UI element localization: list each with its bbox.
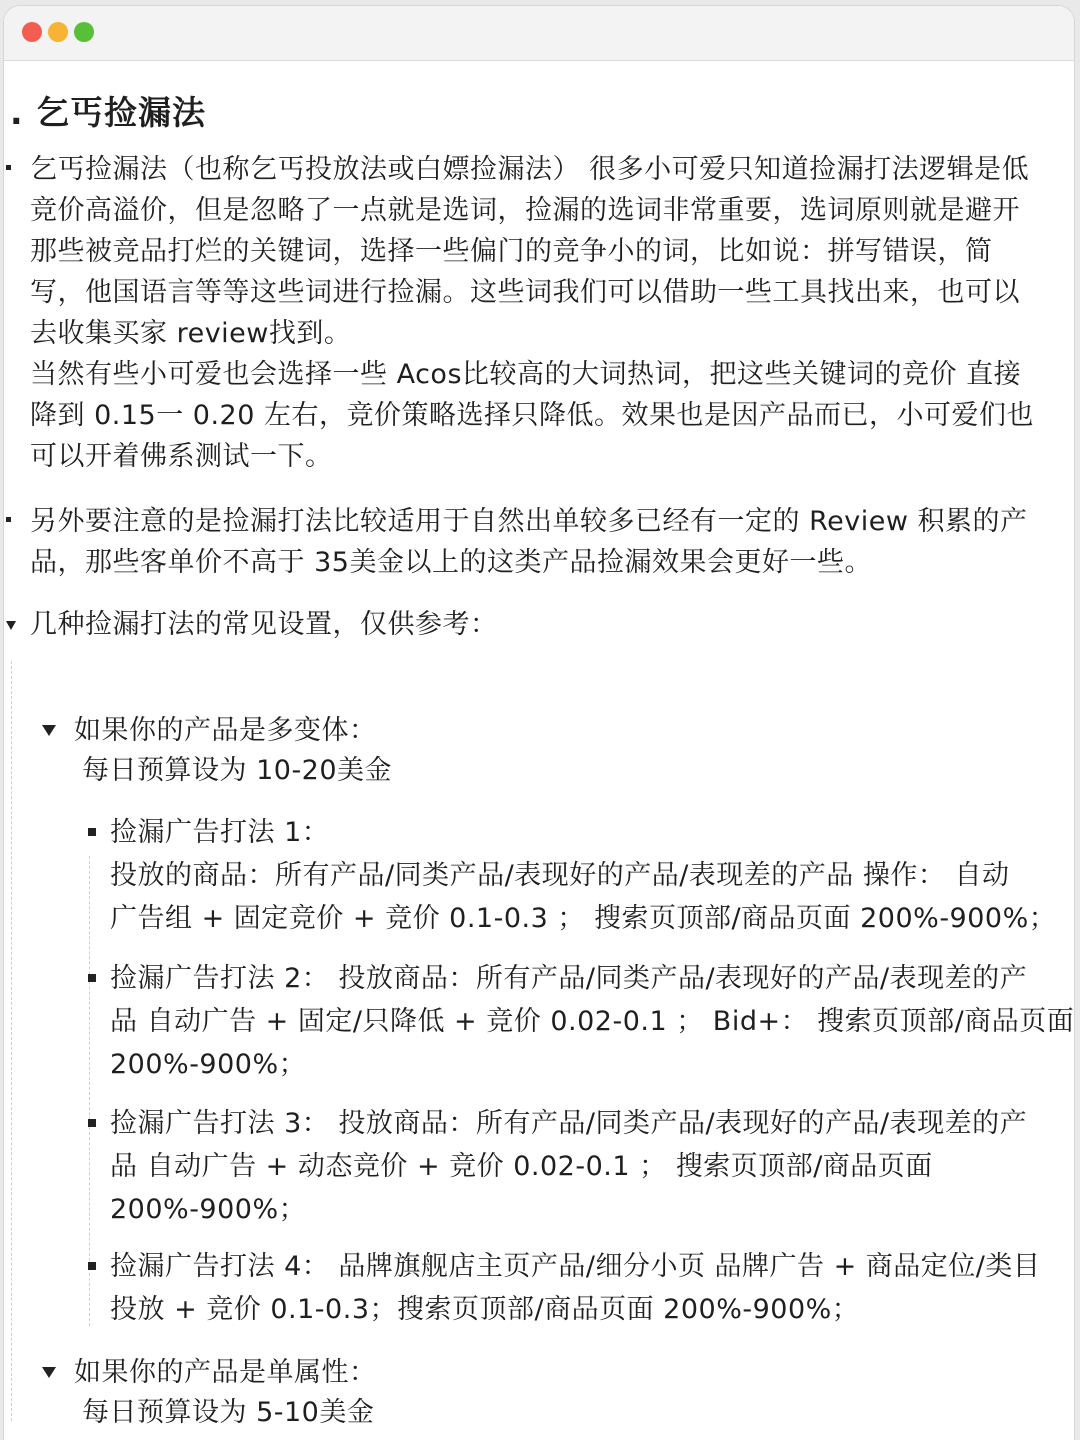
single-attribute-title: 如果你的产品是单属性：: [74, 1357, 377, 1388]
paragraph-settings-intro: [30, 604, 1074, 645]
list-item-strategy-4: [110, 1245, 1070, 1331]
item-line: 捡漏广告打法 4： 品牌旗舰店主页产品/细分小页 品牌广告 + 商品定位/类目: [110, 1251, 1041, 1282]
bullet-marker: [88, 974, 96, 982]
collapse-toggle-icon[interactable]: [42, 725, 56, 736]
multi-variant-title: 如果你的产品是多变体：: [74, 715, 377, 746]
item-line: 捡漏广告打法 2： 投放商品：所有产品/同类产品/表现好的产品/表现差的产: [110, 963, 1028, 994]
paragraph-note: [30, 501, 1074, 583]
outline-guide: [89, 856, 90, 1326]
outline-guide: [11, 661, 12, 1421]
paragraph-line: 几种捡漏打法的常见设置，仅供参考：: [30, 609, 498, 640]
paragraph-line: 那些被竞品打烂的关键词，选择一些偏门的竞争小的词，比如说：拼写错误，简: [30, 236, 993, 267]
paragraph-line: 降到 0.15一 0.20 左右，竞价策略选择只降低。效果也是因产品而已，小可爱们也: [30, 400, 1034, 431]
bullet-marker: [88, 828, 96, 836]
paragraph-line: 可以开着佛系测试一下。: [30, 441, 333, 472]
paragraph-line: 品，那些客单价不高于 35美金以上的这类产品捡漏效果会更好一些。: [30, 547, 872, 578]
item-line: 品 自动广告 + 固定/只降低 + 竞价 0.02-0.1 ； Bid+： 搜索页顶部/商品页面: [110, 1006, 1074, 1037]
item-line: 广告组 + 固定竞价 + 竞价 0.1-0.3 ； 搜索页顶部/商品页面 200%-900%；: [110, 903, 1057, 934]
single-attribute-budget: 每日预算设为 5-10美金: [82, 1397, 375, 1428]
document-content: [4, 61, 1074, 1440]
list-item-strategy-2: [110, 957, 1074, 1086]
collapse-toggle-icon[interactable]: [42, 1367, 56, 1378]
item-line: 200%-900%；: [110, 1194, 307, 1225]
minimize-window-button[interactable]: [48, 22, 68, 42]
app-window: [4, 6, 1074, 1440]
item-line: 投放 + 竞价 0.1-0.3；搜索页顶部/商品页面 200%-900%；: [110, 1294, 860, 1325]
paragraph-line: 当然有些小可爱也会选择一些 Acos比较高的大词热词，把这些关键词的竞价 直接: [30, 359, 1022, 390]
item-line: 品 自动广告 + 动态竞价 + 竞价 0.02-0.1 ； 搜索页顶部/商品页面: [110, 1151, 933, 1182]
collapse-toggle-icon[interactable]: [6, 621, 16, 630]
multi-variant-budget: 每日预算设为 10-20美金: [82, 755, 393, 786]
bullet-marker: [88, 1119, 96, 1127]
section-heading: . 乞丐捡漏法: [10, 93, 207, 132]
paragraph-line: 写，他国语言等等这些词进行捡漏。这些词我们可以借助一些工具找出来，也可以: [30, 277, 1020, 308]
close-window-button[interactable]: [22, 22, 42, 42]
paragraph-line: 乞丐捡漏法（也称乞丐投放法或白嫖捡漏法） 很多小可爱只知道捡漏打法逻辑是低: [30, 154, 1030, 185]
list-item-strategy-3: [110, 1102, 1070, 1231]
item-line: 捡漏广告打法 3： 投放商品：所有产品/同类产品/表现好的产品/表现差的产: [110, 1108, 1028, 1139]
item-line: 投放的商品：所有产品/同类产品/表现好的产品/表现差的产品 操作： 自动: [110, 860, 1010, 891]
paragraph-line: 去收集买家 review找到。: [30, 318, 352, 349]
item-line: 200%-900%；: [110, 1049, 307, 1080]
list-item-strategy-1: [110, 811, 1070, 940]
bullet-marker: [6, 517, 11, 522]
paragraph-line: 另外要注意的是捡漏打法比较适用于自然出单较多已经有一定的 Review 积累的产: [30, 506, 1028, 537]
paragraph-line: 竞价高溢价，但是忽略了一点就是选词，捡漏的选词非常重要，选词原则就是避开: [30, 195, 1020, 226]
bullet-marker: [6, 165, 11, 170]
bullet-marker: [88, 1262, 96, 1270]
zoom-window-button[interactable]: [74, 22, 94, 42]
title-bar: [4, 6, 1074, 61]
paragraph-intro: [30, 149, 1074, 477]
item-line: 捡漏广告打法 1：: [110, 817, 330, 848]
